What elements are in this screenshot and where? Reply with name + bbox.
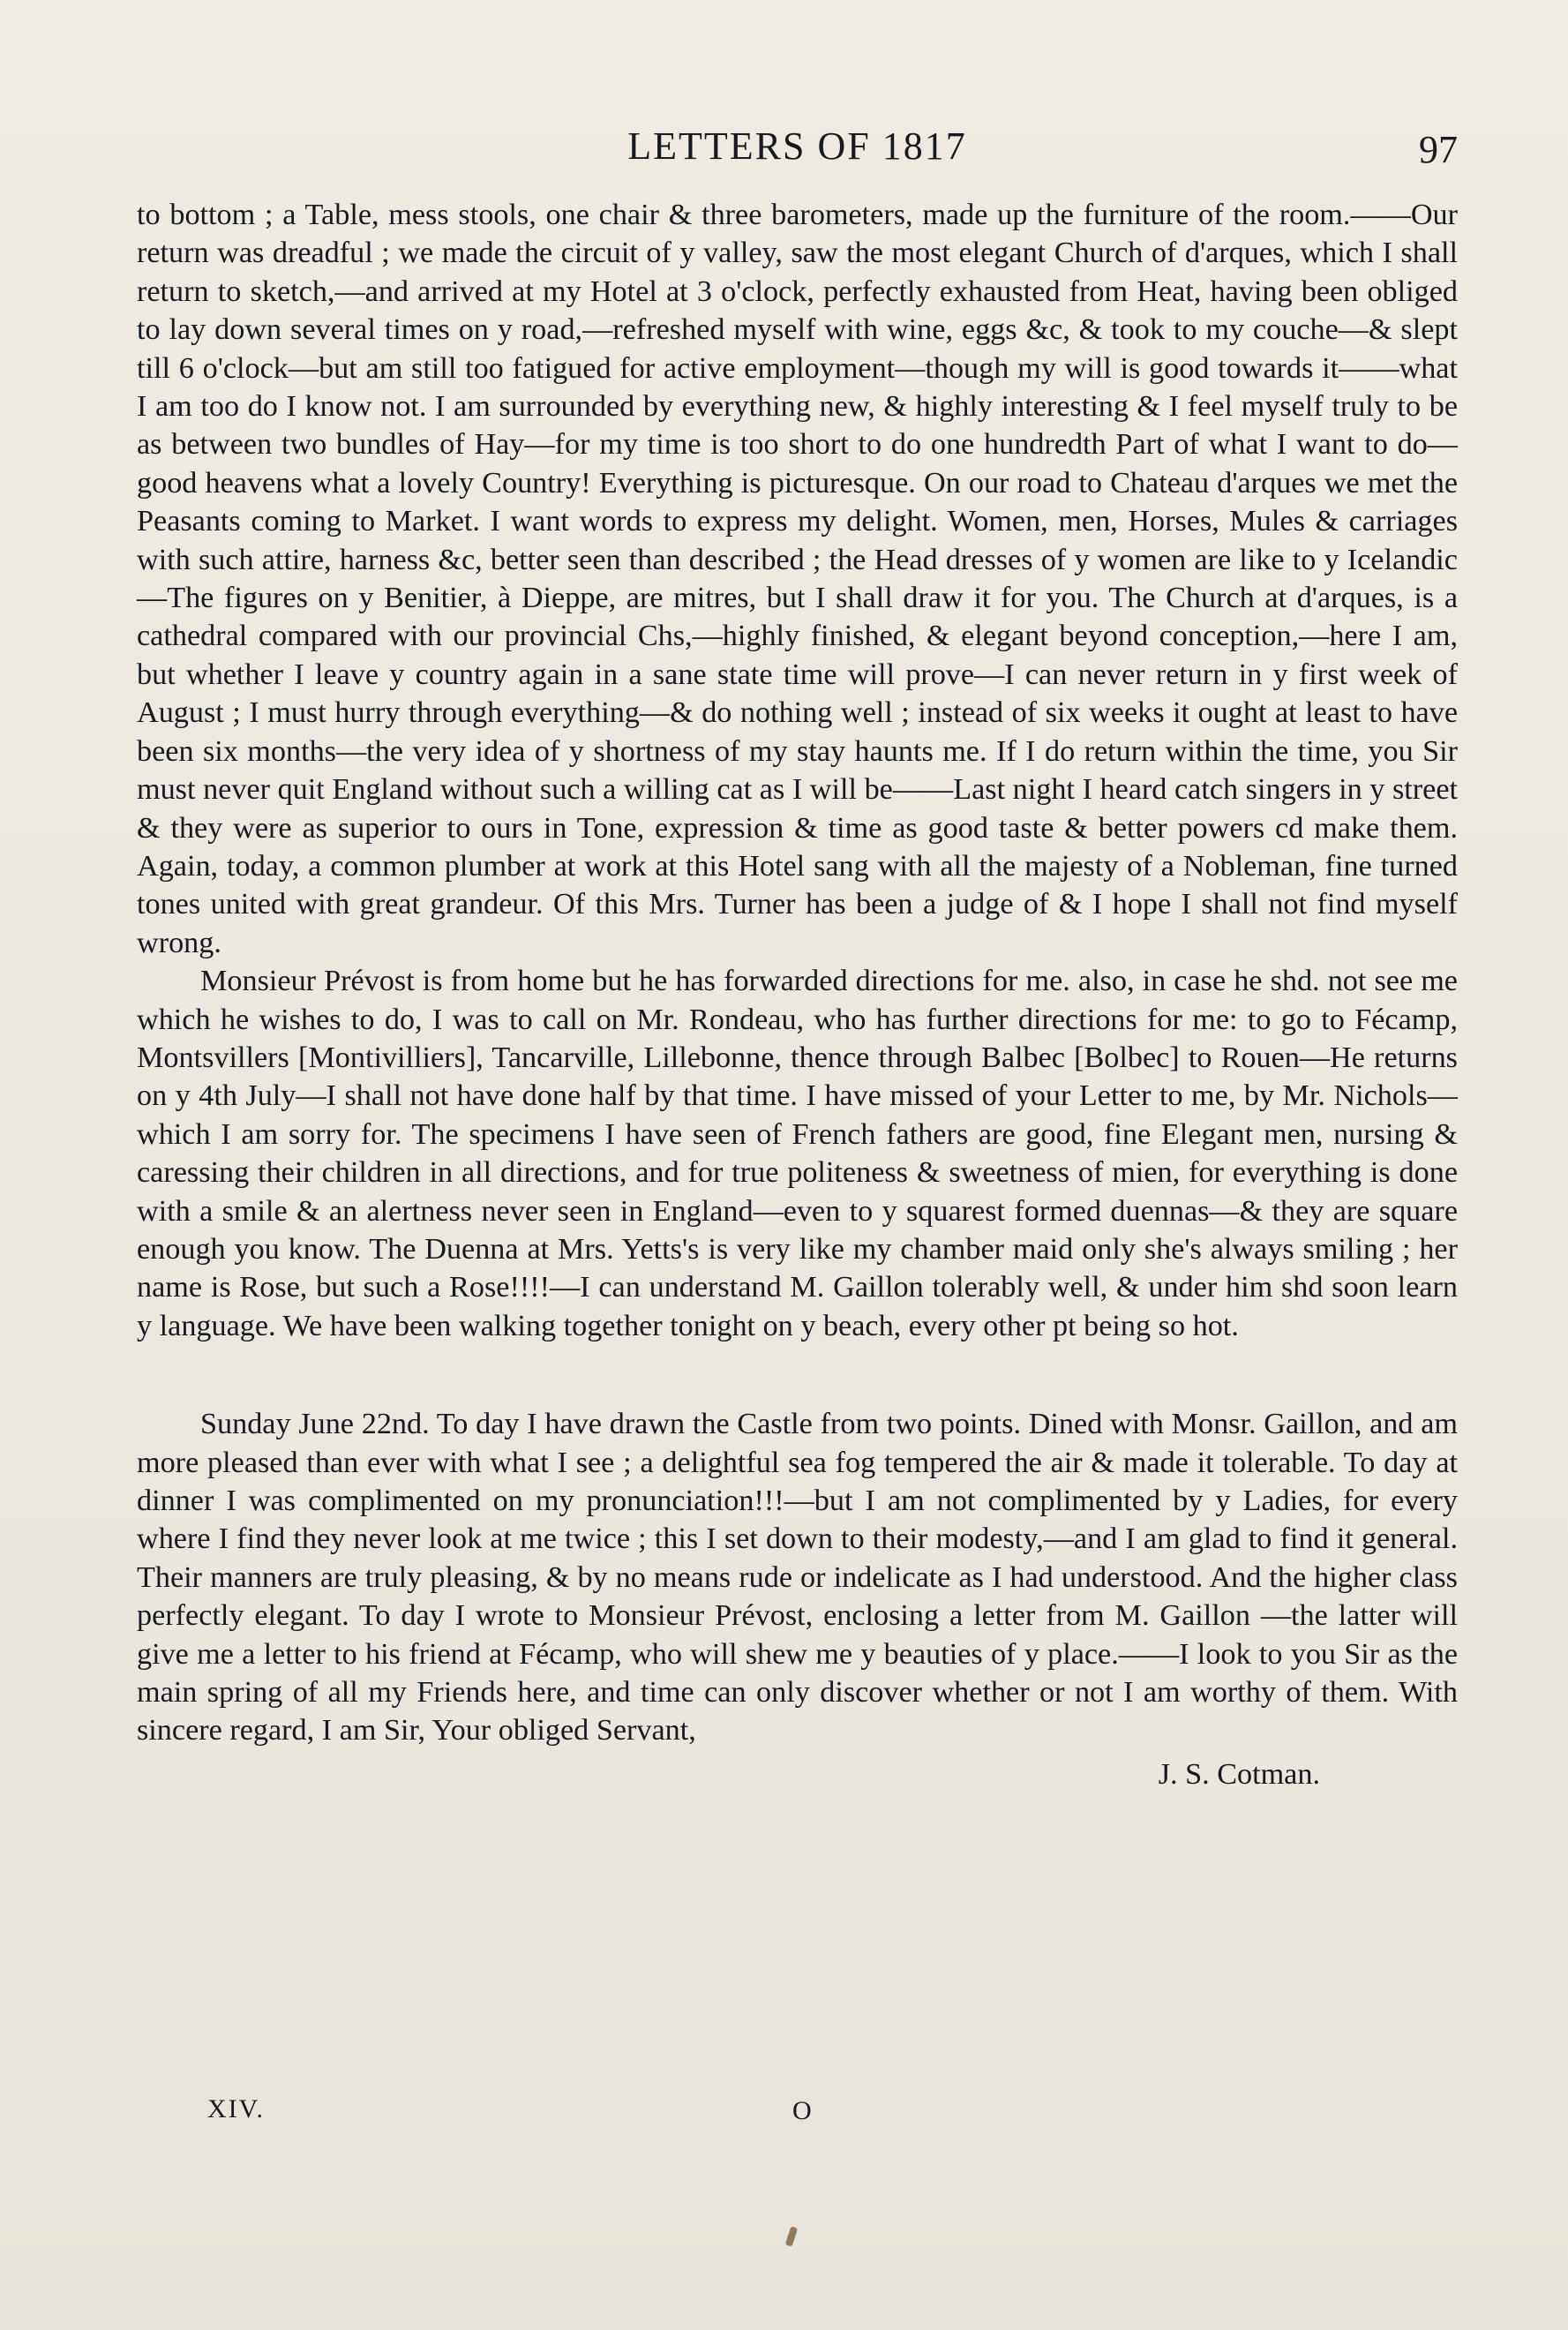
letter-body [137, 196, 1458, 1793]
signature: J. S. Cotman. [1158, 1757, 1320, 1791]
running-title: LETTERS OF 1817 [627, 124, 967, 168]
page-header [137, 124, 1458, 177]
signature-letter: O [792, 2096, 812, 2125]
paper-speck [785, 2226, 798, 2246]
paragraph-2: Monsieur Prévost is from home but he has forwarded directions for me. also, in case he shd. not see me which he wishes to do, I was to call on Mr. Rondeau, who has further directions for me: to go to Fécamp, Montsvillers [Montivilliers], Tancarville, Lillebonne, thence through Balbec [Bolbec] to Rouen—He returns on y 4th July—I shall not have done half by that time. I have missed of your Letter to me, by Mr. Nichols—which I am sorry for. The specimens I have seen of French fathers are good, fine Elegant men, nursing & caressing their children in all directions, and for true politeness & sweetness of mien, for everything is done with a smile & an alertness never seen in England—even to y squarest formed duennas—& they are square enough you know. The Duenna at Mrs. Yetts's is very like my chamber maid only she's always smiling ; her name is Rose, but such a Rose!!!!—I can understand M. Gaillon tolerably well, & under him shd soon learn y language. We have been walking together tonight on y beach, every other pt being so hot. [137, 965, 1458, 1342]
paragraph-gap [137, 1345, 1458, 1405]
signature-mark: XIV. [207, 2094, 265, 2123]
page-number: 97 [1419, 128, 1458, 171]
paragraph-3: Sunday June 22nd. To day I have drawn the Castle from two points. Dined with Monsr. Gaillon, and am more pleased than ever with what I see ; a delightful sea fog tempered the air & made it tolerable. To day at dinner I was complimented on my pronunciation!!!—but I am not complimented by y Ladies, for every where I find they never look at me twice ; this I set down to their modesty,—and I am glad to find it general. Their manners are truly pleasing, & by no means rude or indelicate as I had understood. And the higher class perfectly elegant. To day I wrote to Monsieur Prévost, enclosing a letter from M. Gaillon —the latter will give me a letter to his friend at Fécamp, who will shew me y beauties of y place.——I look to you Sir as the main spring of all my Friends here, and time can only discover whether or not I am worthy of them. With sincere regard, I am Sir, Your obliged Servant, [137, 1408, 1458, 1748]
paragraph-1: to bottom ; a Table, mess stools, one chair & three barometers, made up the furniture of the room.——Our return was dreadful ; we made the circuit of y valley, saw the most elegant Church of d'arques, which I shall return to sketch,—and arrived at my Hotel at 3 o'clock, perfectly exhausted from Heat, having been obliged to lay down several times on y road,—refreshed myself with wine, eggs &c, & took to my couche—& slept till 6 o'clock—but am still too fatigued for active employment—though my will is good towards it——what I am too do I know not. I am surrounded by everything new, & highly interesting & I feel myself truly to be as between two bundles of Hay—for my time is too short to do one hundredth Part of what I want to do—good heavens what a lovely Country! Everything is picturesque. On our road to Chateau d'arques we met the Peasants coming to Market. I want words to express my delight. Women, men, Horses, Mules & carriages with such attire, harness &c, better seen than described ; the Head dresses of y women are like to y Icelandic—The figures on y Benitier, à Dieppe, are mitres, but I shall draw it for you. The Church at d'arques, is a cathedral compared with our provincial Chs,—highly finished, & elegant beyond conception,—here I am, but whether I leave y country again in a sane state time will prove—I can never return in y first week of August ; I must hurry through everything—& do nothing well ; instead of six weeks it ought at least to have been six months—the very idea of y shortness of my stay haunts me. If I do return within the time, you Sir must never quit England without such a willing cat as I will be——Last night I heard catch singers in y street & they were as superior to ours in Tone, expression & time as good taste & better powers cd make them. Again, today, a common plumber at work at this Hotel sang with all the majesty of a Nobleman, fine turned tones united with great grandeur. Of this Mrs. Turner has been a judge of & I hope I shall not find myself wrong. [137, 199, 1458, 959]
page-footer [137, 2094, 1458, 2138]
